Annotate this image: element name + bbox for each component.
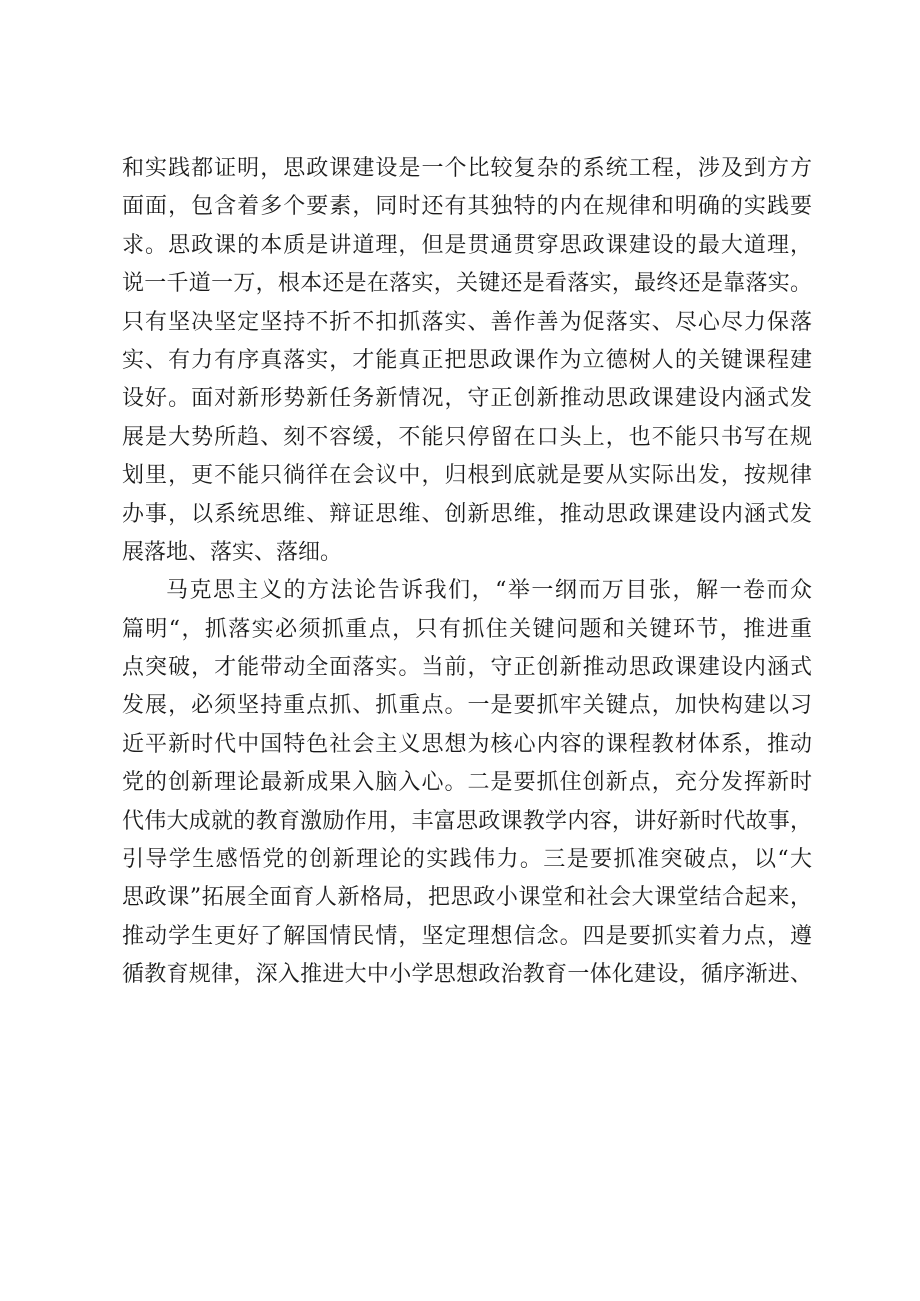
text-line: 面面，包含着多个要素，同时还有其独特的内在规律和明确的实践要 [122, 194, 812, 220]
text-line: 设好。面对新形势新任务新情况，守正创新推动思政课建设内涵式发 [122, 386, 812, 412]
text-line: 代伟大成就的教育激励作用，丰富思政课教学内容，讲好新时代故事， [122, 808, 812, 834]
text-line: 点突破，才能带动全面落实。当前，守正创新推动思政课建设内涵式 [122, 655, 812, 681]
text-line: 展是大势所趋、刻不容缓，不能只停留在口头上，也不能只书写在规 [122, 424, 812, 450]
text-line: 思政课”拓展全面育人新格局，把思政小课堂和社会大课堂结合起来， [122, 885, 812, 911]
text-line: 篇明“，抓落实必须抓重点，只有抓住关键问题和关键环节，推进重 [122, 616, 812, 642]
text-line: 引导学生感悟党的创新理论的实践伟力。三是要抓准突破点，以“大 [122, 847, 812, 873]
text-line: 近平新时代中国特色社会主义思想为核心内容的课程教材体系，推动 [122, 731, 812, 757]
text-line: 只有坚决坚定坚持不折不扣抓落实、善作善为促落实、尽心尽力保落 [122, 309, 812, 335]
text-line: 说一千道一万，根本还是在落实，关键还是看落实，最终还是靠落实。 [122, 271, 812, 297]
text-line: 实、有力有序真落实，才能真正把思政课作为立德树人的关键课程建 [122, 347, 812, 373]
text-line: 和实践都证明，思政课建设是一个比较复杂的系统工程，涉及到方方 [122, 156, 812, 181]
text-line: 循教育规律，深入推进大中小学思想政治教育一体化建设，循序渐进、 [122, 962, 812, 988]
text-line: 推动学生更好了解国情民情，坚定理想信念。四是要抓实着力点，遵 [122, 923, 812, 949]
text-line: 展落地、落实、落细。 [122, 539, 343, 565]
text-line: 发展，必须坚持重点抓、抓重点。一是要抓牢关键点，加快构建以习 [122, 693, 812, 719]
document-body [122, 150, 812, 995]
text-line: 求。思政课的本质是讲道理，但是贯通贯穿思政课建设的最大道理， [122, 232, 812, 258]
text-line: 办事，以系统思维、辩证思维、创新思维，推动思政课建设内涵式发 [122, 501, 812, 527]
text-line: 党的创新理论最新成果入脑入心。二是要抓住创新点，充分发挥新时 [122, 770, 812, 796]
paragraph-2 [122, 572, 812, 994]
paragraph-1 [122, 150, 812, 572]
text-line: 马克思主义的方法论告诉我们，“举一纲而万目张，解一卷而众 [166, 578, 812, 604]
text-line: 划里，更不能只徜徉在会议中，归根到底就是要从实际出发，按规律 [122, 463, 812, 489]
